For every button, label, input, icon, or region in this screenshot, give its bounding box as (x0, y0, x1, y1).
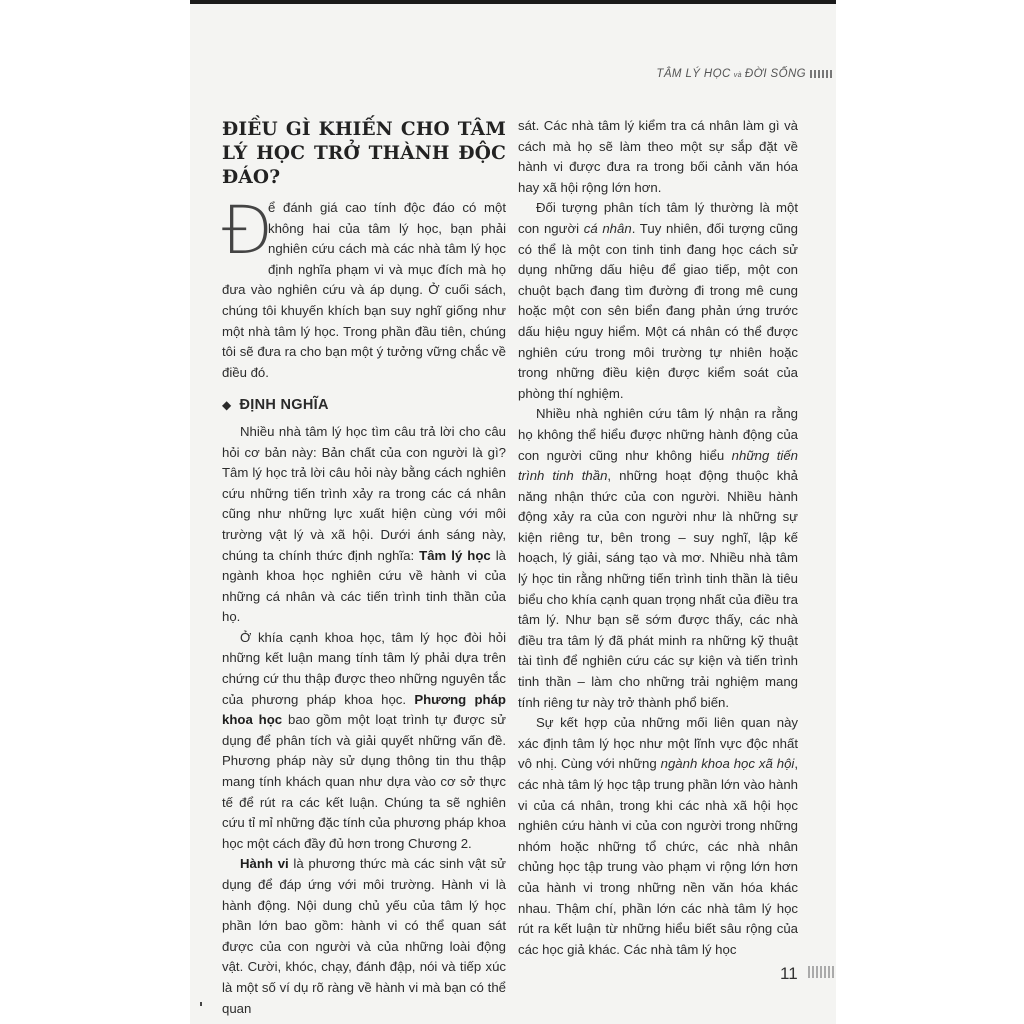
paragraph-continued: sát. Các nhà tâm lý kiểm tra cá nhân làm gì và cách mà họ sẽ làm theo một sự sắp đặt về hành vi được đưa ra trong bối cảnh văn hóa hay xã hội rộng lớn hơn. (518, 118, 798, 195)
term-italic: cá nhân (583, 220, 632, 236)
text-run: . Tuy nhiên, đối tượng cũng có thể là một con tinh tinh đang học cách sử dụng những dấu hiệu để giao tiếp, một con chuột bạch đang tìm đường đi trong mê cung hoặc một con sên biển đang phản ứng trước dấu hiệu nguy hiểm. Một cá nhân có thể được nghiên cứu trong môi trường tự nhiên hoặc trong những điều kiện được kiểm soát của phòng thí nghiệm. (518, 220, 798, 401)
text-run: là ngành khoa học nghiên cứu về hành vi của những cá nhân và các tiến trình tinh thần của họ. (222, 547, 506, 625)
text-run: bao gồm một loạt trình tự được sử dụng để phân tích và giải quyết những vấn đề. Phương pháp này sử dụng thông tin thu thập mang tính khách quan như dựa vào cơ sở thực tế để rút ra các kết luận. Chúng ta sẽ nghiên cứu tỉ mỉ những đặc tính của phương pháp khoa học một cách đầy đủ hơn trong Chương 2. (222, 712, 507, 851)
page-number: 11 (780, 964, 798, 983)
intro-text: ể đánh giá cao tính độc đáo có một không hai của tâm lý học, bạn phải nghiên cứu cách mà các nhà tâm lý học định nghĩa phạm vi và mục đích mà họ đưa vào nghiên cứu và áp dụng. Ở cuối sách, chúng tôi khuyến khích bạn suy nghĩ giống như một nhà tâm lý học. Trong phần đầu tiên, chúng tôi sẽ đưa ra cho bạn một ý tưởng vững chắc về điều đó. (222, 200, 506, 380)
diamond-bullet-icon: ◆ (222, 398, 232, 413)
term-italic: ngành khoa học xã hội (660, 756, 795, 772)
paragraph-individual (518, 198, 798, 404)
header-part3: ĐỜI SỐNG (744, 68, 806, 80)
paragraph-behavior (222, 854, 506, 1019)
right-column (518, 116, 798, 960)
term-bold: Tâm lý học (419, 547, 491, 563)
term-bold: Phương pháp khoa học (222, 691, 506, 728)
running-header (560, 68, 832, 80)
section-heading (222, 395, 506, 416)
header-decoration (810, 70, 832, 78)
paragraph-scientific-method (222, 628, 506, 855)
header-part1: TÂM LÝ HỌC (656, 68, 731, 80)
text-run: là phương thức mà các sinh vật sử dụng để đáp ứng với môi trường. Hành vi là hành động. Nội dung chủ yếu của tâm lý học phần lớn bao gồm: hành vi có thể quan sát được của con người và của những loài động vật. Cười, khóc, chạy, đánh đập, nói và tiếp xúc là một số ví dụ rõ ràng về hành vi mà bạn có thể quan (222, 856, 506, 1016)
drop-cap: Đ (222, 192, 274, 269)
paragraph-social-sciences (518, 713, 798, 960)
term-bold: Hành vi (240, 856, 289, 872)
text-run: , các nhà tâm lý học tập trung phần lớn vào hành vi của cá nhân, trong khi các nhà xã hội học nghiên cứu hành vi của con người trong những nhóm hoặc những tổ chức, các nhà nhân chủng học tập trung vào phạm vi rộng lớn hơn của hành vi trong những nền văn hóa khác nhau. Thậm chí, phần lớn các nhà tâm lý học rút ra kết luận từ những hiểu biết sâu rộng của các học giả khác. Các nhà tâm lý học (518, 756, 799, 957)
text-run: Sự kết hợp của những mối liên quan này xác định tâm lý học như một lĩnh vực độc nhất vô nhị. Cùng với những (518, 715, 798, 772)
header-part2: và (733, 72, 742, 79)
footer-decoration (808, 966, 834, 978)
chapter-section-title: ĐIỀU GÌ KHIẾN CHO TÂM LÝ HỌC TRỞ THÀNH ĐỘC ĐÁO? (222, 119, 506, 188)
intro-paragraph (222, 192, 506, 383)
section-heading-text: ĐỊNH NGHĨA (239, 397, 329, 414)
paragraph-mental-processes (518, 404, 798, 713)
text-run: , những hoạt động thuộc khả năng nhận thức của con người. Nhiều hành động xảy ra của con người như là những sự kiện riêng tư, bên trong – suy nghĩ, lập kế hoạch, lý giải, sáng tạo và mơ. Nhiều nhà tâm lý học tin rằng những tiến trình tinh thần là tiêu biểu cho khía cạnh quan trọng nhất của điều tra tâm lý. Như bạn sẽ sớm được thấy, các nhà điều tra tâm lý đã phát minh ra những kỹ thuật tài tình để nghiên cứu các sự kiện và tiến trình tinh thần – làm cho những trải nghiệm mang tính riêng tư này trở thành phổ biến. (518, 468, 798, 710)
top-edge (190, 0, 836, 4)
left-column (222, 118, 506, 1019)
text-run: Nhiều nhà nghiên cứu tâm lý nhận ra rằng họ không thể hiểu được những hành động của con người cũng như không hiểu (518, 406, 798, 463)
paragraph-definition (222, 422, 506, 628)
print-mark (200, 1002, 202, 1006)
text-run: Nhiều nhà tâm lý học tìm câu trả lời cho câu hỏi cơ bản này: Bản chất của con người là gì? Tâm lý học trả lời câu hỏi này bằng cách nghiên cứu những tiến trình xảy ra trong các cá nhân cũng như những lực xuất hiện cùng với môi trường vật lý và xã hội. Dưới ánh sáng này, chúng ta chính thức định nghĩa: (222, 423, 506, 563)
text-run: Đối tượng phân tích tâm lý thường là một con người (518, 200, 798, 236)
text-run: Ở khía cạnh khoa học, tâm lý học đòi hỏi những kết luận mang tính tâm lý phải dựa trên chứng cứ thu thập được theo những nguyên tắc của phương pháp khoa học. (222, 629, 506, 707)
term-italic: những tiến trình tinh thần (518, 447, 799, 484)
